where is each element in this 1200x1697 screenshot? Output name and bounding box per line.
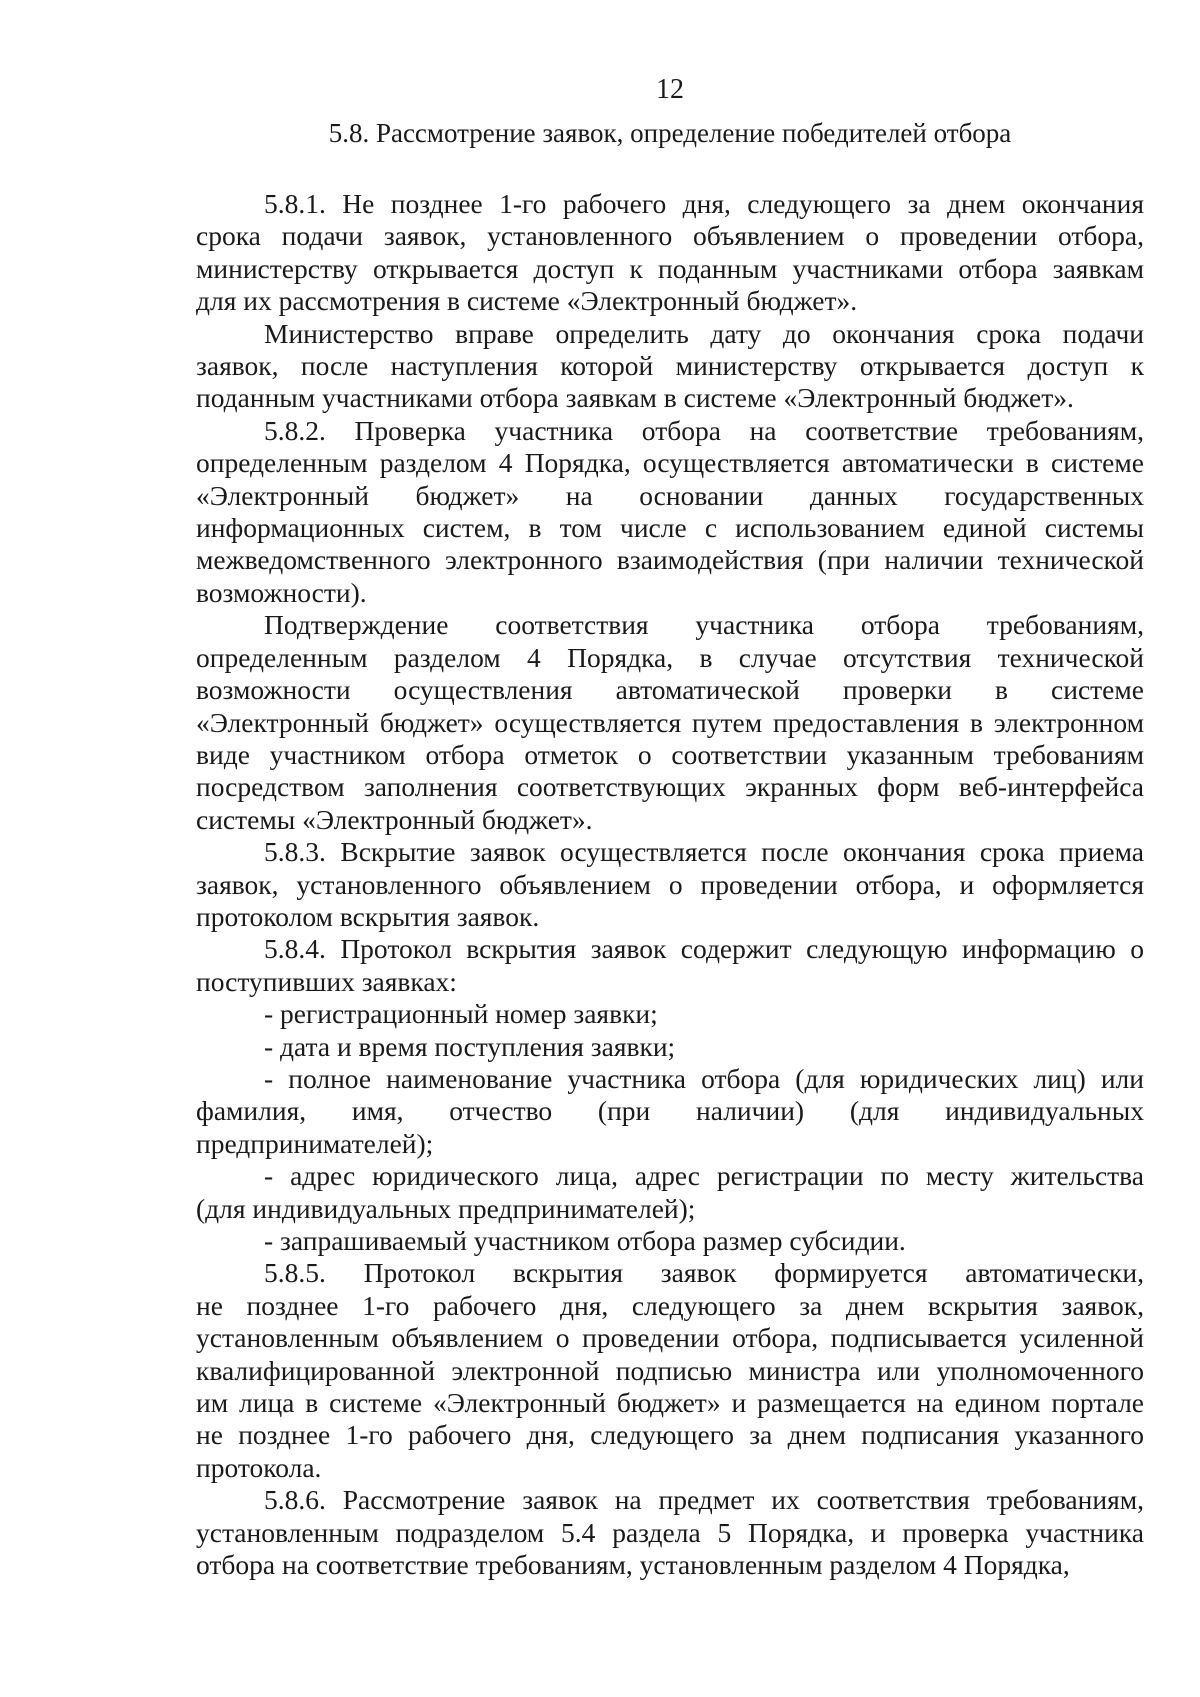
text-line: межведомственного электронного взаимодействия (при наличии технической [196, 544, 1144, 576]
text-line: возможности осуществления автоматической проверки в системе [196, 674, 1144, 706]
paragraph [196, 1225, 1144, 1257]
text-line: «Электронный бюджет» на основании данных государственных [196, 479, 1144, 511]
text-line: Подтверждение соответствия участника отбора требованиям, [264, 609, 1144, 641]
text-line: 5.8.4. Протокол вскрытия заявок содержит следующую информацию о [264, 933, 1144, 965]
text-line: квалифицированной электронной подписью министра или уполномоченного [196, 1354, 1144, 1386]
text-line: установленным подразделом 5.4 раздела 5 Порядка, и проверка участника [196, 1516, 1144, 1548]
text-line: для их рассмотрения в системе «Электронный бюджет». [196, 285, 858, 317]
section-title: 5.8. Рассмотрение заявок, определение победителей отбора [328, 118, 1012, 148]
text-line: 5.8.3. Вскрытие заявок осуществляется после окончания срока приема [264, 836, 1144, 868]
paragraph [196, 933, 1144, 998]
text-line: «Электронный бюджет» осуществляется путем предоставления в электронном [196, 706, 1144, 738]
text-line: поступивших заявках: [196, 965, 457, 997]
text-line: определенным разделом 4 Порядка, в случае отсутствия технической [196, 641, 1144, 673]
text-line: протокола. [196, 1451, 322, 1483]
text-line: установленным объявлением о проведении отбора, подписывается усиленной [196, 1322, 1144, 1354]
text-line: 5.8.6. Рассмотрение заявок на предмет их соответствия требованиям, [264, 1484, 1144, 1516]
text-line: не позднее 1-го рабочего дня, следующего за днем вскрытия заявок, [196, 1289, 1144, 1321]
text-line: (для индивидуальных предпринимателей); [196, 1192, 696, 1224]
paragraph [196, 1031, 1144, 1063]
paragraph [196, 1160, 1144, 1225]
text-line: заявок, после наступления которой министерству открывается доступ к [196, 350, 1144, 382]
text-line: - дата и время поступления заявки; [264, 1030, 676, 1062]
text-line: 5.8.5. Протокол вскрытия заявок формируется автоматически, [264, 1257, 1144, 1289]
text-line: отбора на соответствие требованиям, установленным разделом 4 Порядка, [196, 1549, 1070, 1581]
text-line: не позднее 1-го рабочего дня, следующего за днем подписания указанного [196, 1419, 1144, 1451]
text-line: - адрес юридического лица, адрес регистрации по месту жительства [264, 1160, 1144, 1192]
text-line: предпринимателей); [196, 1127, 434, 1159]
paragraph [196, 415, 1144, 609]
text-line: информационных систем, в том числе с использованием единой системы [196, 512, 1144, 544]
text-line: им лица в системе «Электронный бюджет» и размещается на едином портале [196, 1387, 1144, 1419]
text-line: определенным разделом 4 Порядка, осуществляется автоматически в системе [196, 447, 1144, 479]
text-line: заявок, установленного объявлением о проведении отбора, и оформляется [196, 868, 1144, 900]
text-line: протоколом вскрытия заявок. [196, 900, 540, 932]
text-line: возможности). [196, 576, 367, 608]
text-line: поданным участниками отбора заявкам в системе «Электронный бюджет». [196, 382, 1074, 414]
text-line: - запрашиваемый участником отбора размер субсидии. [264, 1225, 906, 1256]
text-line: системы «Электронный бюджет». [196, 803, 593, 835]
body-text [196, 188, 1144, 1581]
paragraph [196, 609, 1144, 836]
paragraph [196, 1063, 1144, 1160]
text-line: посредством заполнения соответствующих экранных форм веб-интерфейса [196, 771, 1144, 803]
paragraph [196, 318, 1144, 415]
text-line: - полное наименование участника отбора (для юридических лиц) или [264, 1062, 1144, 1094]
text-line: срока подачи заявок, установленного объявлением о проведении отбора, [196, 220, 1144, 252]
paragraph [196, 1257, 1144, 1484]
paragraph [196, 836, 1144, 933]
text-line: 5.8.2. Проверка участника отбора на соответствие требованиям, [264, 414, 1144, 446]
text-line: 5.8.1. Не позднее 1-го рабочего дня, следующего за днем окончания [264, 188, 1144, 219]
text-line: фамилия, имя, отчество (при наличии) (для индивидуальных [196, 1095, 1144, 1127]
page-number: 12 [656, 74, 684, 105]
text-line: Министерство вправе определить дату до окончания срока подачи [264, 317, 1144, 349]
paragraph [196, 188, 1144, 318]
text-line: - регистрационный номер заявки; [264, 998, 658, 1030]
text-line: министерству открывается доступ к поданным участниками отбора заявкам [196, 252, 1144, 284]
text-line: виде участником отбора отметок о соответствии указанным требованиям [196, 738, 1144, 770]
paragraph [196, 1484, 1144, 1581]
paragraph [196, 998, 1144, 1030]
